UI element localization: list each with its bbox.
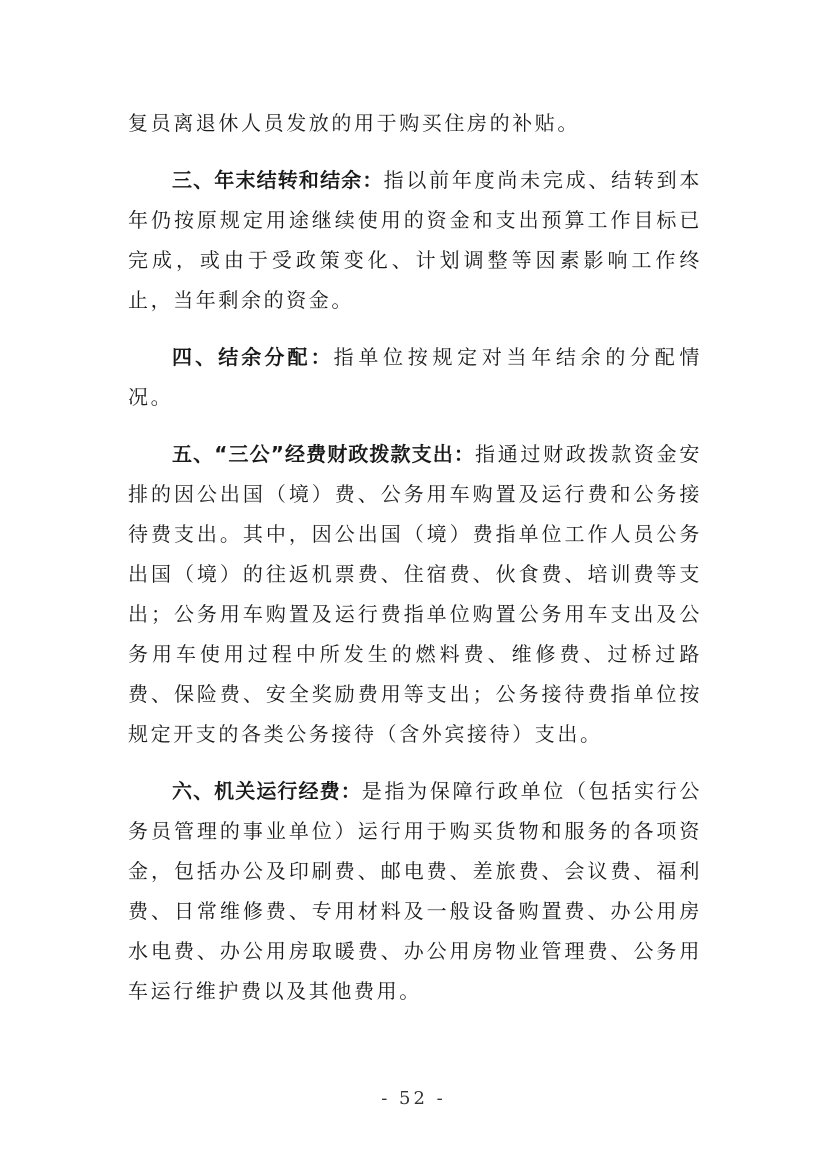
paragraph-body: 复员离退休人员发放的用于购买住房的补贴。 xyxy=(128,111,580,135)
page-number: - 52 - xyxy=(381,1088,446,1109)
paragraph-carryover-and-balance xyxy=(128,160,702,320)
paragraph-continuation xyxy=(128,103,702,143)
document-body xyxy=(128,103,702,1011)
paragraph-body: 指单位按规定对当年结余的分配情况。 xyxy=(128,345,703,409)
paragraph-body: 是指为保障行政单位（包括实行公务员管理的事业单位）运行用于购买货物和服务的各项资金，包括办公及印刷费、邮电费、差旅费、会议费、福利费、日常维修费、专用材料及一般设备购置费、办公用房水电费、办公用房取暖费、办公用房物业管理费、公务用车运行维护费以及其他费用。 xyxy=(128,779,703,1003)
paragraph-balance-distribution xyxy=(128,337,702,417)
paragraph-heading: 六、机关运行经费： xyxy=(172,779,362,803)
paragraph-heading: 三、年末结转和结余： xyxy=(172,168,384,192)
paragraph-three-public-expenses xyxy=(128,434,702,754)
paragraph-heading: 四、结余分配： xyxy=(172,345,334,369)
paragraph-body: 指通过财政拨款资金安排的因公出国（境）费、公务用车购置及运行费和公务接待费支出。其中，因公出国（境）费指单位工作人员公务出国（境）的往返机票费、住宿费、伙食费、培训费等支出；公务用车购置及运行费指单位购置公务用车支出及公务用车使用过程中所发生的燃料费、维修费、过桥过路费、保险费、安全奖励费用等支出；公务接待费指单位按规定开支的各类公务接待（含外宾接待）支出。 xyxy=(128,442,702,746)
paragraph-body: 指以前年度尚未完成、结转到本年仍按原规定用途继续使用的资金和支出预算工作目标已完成，或由于受政策变化、计划调整等因素影响工作终止，当年剩余的资金。 xyxy=(128,168,702,312)
paragraph-agency-operating-expenses xyxy=(128,771,702,1011)
paragraph-heading: 五、“三公”经费财政拨款支出： xyxy=(172,442,475,466)
